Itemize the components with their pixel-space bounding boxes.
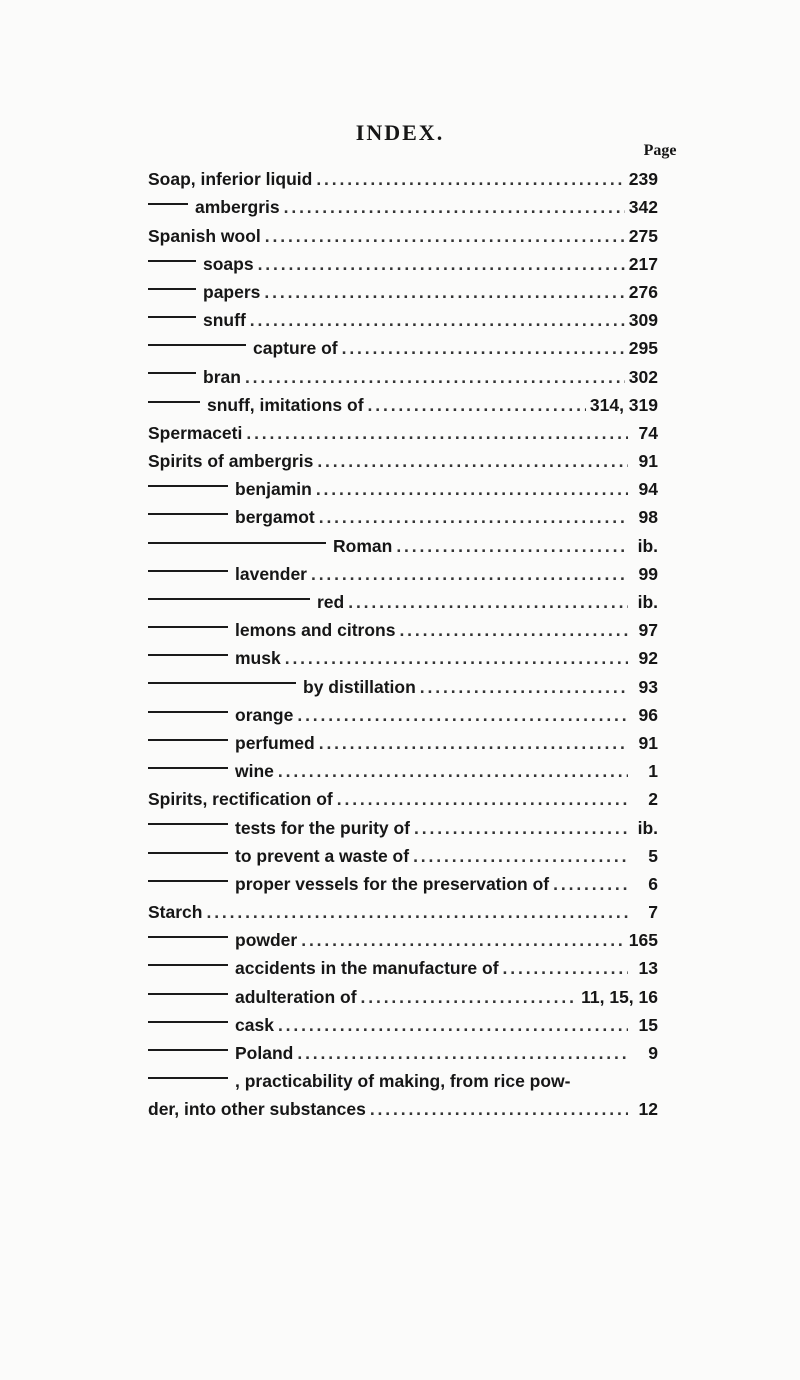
leader-dots bbox=[361, 987, 578, 1008]
ditto-dash bbox=[148, 288, 196, 290]
leader-dots bbox=[319, 507, 628, 528]
index-entry bbox=[148, 275, 658, 303]
ditto-dash bbox=[148, 1077, 228, 1079]
entry-page-number: 342 bbox=[628, 197, 658, 218]
entry-label: capture of bbox=[253, 338, 338, 359]
index-entry bbox=[148, 1008, 658, 1036]
entry-page-number: 7 bbox=[648, 902, 658, 923]
entry-page-number: 217 bbox=[628, 253, 658, 274]
leader-dots bbox=[317, 451, 628, 472]
index-entry bbox=[148, 331, 658, 359]
ditto-dash bbox=[148, 682, 296, 684]
entry-label: Spirits, rectification of bbox=[148, 789, 333, 810]
leader-dots bbox=[342, 338, 625, 359]
entry-label: bran bbox=[203, 366, 241, 387]
ditto-dash bbox=[148, 598, 310, 600]
entry-label: adulteration of bbox=[235, 986, 357, 1007]
entry-label: benjamin bbox=[235, 479, 312, 500]
entry-page-number: 96 bbox=[638, 704, 658, 725]
ditto-dash bbox=[148, 542, 326, 544]
leader-dots bbox=[370, 1099, 628, 1120]
leader-dots bbox=[399, 620, 628, 641]
entry-page-number: ib. bbox=[637, 817, 658, 838]
ditto-dash bbox=[148, 203, 188, 205]
index-entry bbox=[148, 190, 658, 218]
entry-label: musk bbox=[235, 648, 281, 669]
ditto-dash bbox=[148, 570, 228, 572]
leader-dots bbox=[414, 818, 628, 839]
entry-page-number: 309 bbox=[628, 310, 658, 331]
entry-page-number: 13 bbox=[638, 958, 658, 979]
index-entry bbox=[148, 359, 658, 387]
index-entry bbox=[148, 1036, 658, 1064]
entry-label: snuff bbox=[203, 310, 246, 331]
ditto-dash bbox=[148, 485, 228, 487]
ditto-dash bbox=[148, 964, 228, 966]
index-entry bbox=[148, 951, 658, 979]
index-entry bbox=[148, 613, 658, 641]
index-entry bbox=[148, 218, 658, 246]
leader-dots bbox=[246, 423, 628, 444]
ditto-dash bbox=[148, 401, 200, 403]
index-entry bbox=[148, 247, 658, 275]
entry-page-number: ib. bbox=[637, 592, 658, 612]
entry-label: by distillation bbox=[303, 676, 416, 697]
leader-dots bbox=[553, 874, 628, 895]
leader-dots bbox=[206, 902, 628, 923]
index-entry bbox=[148, 839, 658, 867]
entry-label: der, into other substances bbox=[148, 1099, 366, 1120]
leader-dots bbox=[285, 648, 628, 669]
entry-page-number: ib. bbox=[637, 535, 658, 556]
entry-page-number: 276 bbox=[628, 281, 658, 302]
entry-label: Poland bbox=[235, 1043, 294, 1063]
entry-page-number: 92 bbox=[638, 648, 658, 669]
entry-page-number: 314, 319 bbox=[589, 394, 658, 415]
index-entry bbox=[148, 416, 658, 444]
entry-label: Soap, inferior liquid bbox=[148, 169, 313, 190]
entry-label: lemons and citrons bbox=[235, 620, 396, 641]
ditto-dash bbox=[148, 823, 228, 825]
entry-label: perfumed bbox=[235, 732, 315, 753]
entry-label: Spanish wool bbox=[148, 225, 261, 246]
ditto-dash bbox=[148, 852, 228, 854]
entry-page-number: 98 bbox=[638, 507, 658, 528]
index-entry bbox=[148, 867, 658, 895]
index-entry bbox=[148, 923, 658, 951]
leader-dots bbox=[337, 789, 628, 810]
index-entry bbox=[148, 698, 658, 726]
entry-label: powder bbox=[235, 930, 298, 951]
entry-page-number: 302 bbox=[628, 366, 658, 387]
ditto-dash bbox=[148, 1049, 228, 1051]
ditto-dash bbox=[148, 739, 228, 741]
index-entry bbox=[148, 669, 658, 697]
entry-label: accidents in the manufacture of bbox=[235, 958, 499, 979]
entry-page-number: 91 bbox=[638, 732, 658, 753]
leader-dots bbox=[245, 367, 625, 388]
entry-label: wine bbox=[235, 761, 274, 782]
entry-label: Starch bbox=[148, 902, 203, 923]
ditto-dash bbox=[148, 767, 228, 769]
leader-dots bbox=[284, 197, 625, 218]
entry-label: snuff, imitations of bbox=[207, 394, 364, 415]
index-entry bbox=[148, 782, 658, 810]
leader-dots bbox=[297, 705, 628, 726]
index-entry bbox=[148, 979, 658, 1007]
leader-dots bbox=[301, 930, 625, 951]
entry-label: lavender bbox=[235, 563, 307, 584]
leader-dots bbox=[396, 536, 628, 557]
ditto-dash bbox=[148, 344, 246, 346]
leader-dots bbox=[413, 846, 628, 867]
entry-label: , practicability of making, from rice pow- bbox=[235, 1071, 571, 1092]
entry-label: soaps bbox=[203, 253, 254, 274]
page-column-label: Page bbox=[643, 142, 677, 159]
entry-page-number: 1 bbox=[648, 761, 658, 782]
entry-page-number: 6 bbox=[648, 873, 658, 894]
leader-dots bbox=[258, 254, 625, 275]
entry-page-number: 12 bbox=[638, 1099, 658, 1120]
index-entry bbox=[148, 528, 658, 556]
index-entry bbox=[148, 162, 658, 190]
index-entry bbox=[148, 388, 658, 416]
entry-page-number: 239 bbox=[628, 169, 658, 190]
leader-dots bbox=[278, 1015, 628, 1036]
index-entry bbox=[148, 1092, 658, 1120]
ditto-dash bbox=[148, 654, 228, 656]
entry-label: tests for the purity of bbox=[235, 817, 411, 838]
entry-label: red bbox=[317, 592, 345, 612]
entry-page-number: 275 bbox=[628, 225, 658, 246]
leader-dots bbox=[265, 226, 625, 247]
leader-dots bbox=[311, 564, 628, 585]
entry-page-number: 2 bbox=[648, 789, 658, 810]
entry-page-number: 5 bbox=[648, 845, 658, 866]
entry-page-number: 97 bbox=[638, 620, 658, 641]
leader-dots bbox=[503, 958, 628, 979]
index-entry bbox=[148, 810, 658, 838]
entry-label: Spermaceti bbox=[148, 422, 243, 443]
entry-label: Roman bbox=[333, 535, 393, 556]
ditto-dash bbox=[148, 626, 228, 628]
entry-page-number: 15 bbox=[638, 1014, 658, 1035]
index-entries bbox=[148, 162, 658, 1120]
leader-dots bbox=[319, 733, 628, 754]
index-entry bbox=[148, 444, 658, 472]
entry-label: papers bbox=[203, 281, 261, 302]
index-entry bbox=[148, 641, 658, 669]
entry-label: cask bbox=[235, 1014, 274, 1035]
ditto-dash bbox=[148, 316, 196, 318]
leader-dots bbox=[264, 282, 624, 303]
ditto-dash bbox=[148, 1021, 228, 1023]
index-entry bbox=[148, 1064, 658, 1092]
index-entry bbox=[148, 754, 658, 782]
index-entry bbox=[148, 557, 658, 585]
entry-page-number: 94 bbox=[638, 479, 658, 500]
ditto-dash bbox=[148, 711, 228, 713]
ditto-dash bbox=[148, 513, 228, 515]
entry-label: bergamot bbox=[235, 507, 315, 528]
ditto-dash bbox=[148, 260, 196, 262]
leader-dots bbox=[316, 169, 624, 190]
leader-dots bbox=[278, 761, 628, 782]
entry-page-number: 295 bbox=[628, 338, 658, 359]
leader-dots bbox=[368, 395, 586, 416]
entry-page-number: 165 bbox=[628, 930, 658, 951]
entry-label: to prevent a waste of bbox=[235, 845, 410, 866]
entry-label: ambergris bbox=[195, 197, 280, 218]
ditto-dash bbox=[148, 880, 228, 882]
leader-dots bbox=[250, 310, 625, 331]
ditto-dash bbox=[148, 372, 196, 374]
index-entry bbox=[148, 472, 658, 500]
index-entry bbox=[148, 303, 658, 331]
entry-label: Spirits of ambergris bbox=[148, 451, 314, 472]
entry-page-number: 11, 15, 16 bbox=[581, 986, 658, 1007]
leader-dots bbox=[348, 592, 628, 613]
entry-page-number: 99 bbox=[638, 563, 658, 584]
entry-page-number: 91 bbox=[638, 451, 658, 472]
entry-label: proper vessels for the preservation of bbox=[235, 873, 550, 894]
entry-page-number: 9 bbox=[648, 1043, 658, 1063]
ditto-dash bbox=[148, 993, 228, 995]
page-title: INDEX. bbox=[355, 120, 445, 145]
leader-dots bbox=[316, 479, 628, 500]
index-entry bbox=[148, 500, 658, 528]
index-entry bbox=[148, 585, 658, 613]
index-entry bbox=[148, 726, 658, 754]
leader-dots bbox=[297, 1043, 628, 1064]
leader-dots bbox=[420, 677, 628, 698]
ditto-dash bbox=[148, 936, 228, 938]
entry-page-number: 74 bbox=[638, 422, 658, 443]
entry-page-number: 93 bbox=[638, 676, 658, 697]
index-entry bbox=[148, 895, 658, 923]
entry-label: orange bbox=[235, 704, 294, 725]
